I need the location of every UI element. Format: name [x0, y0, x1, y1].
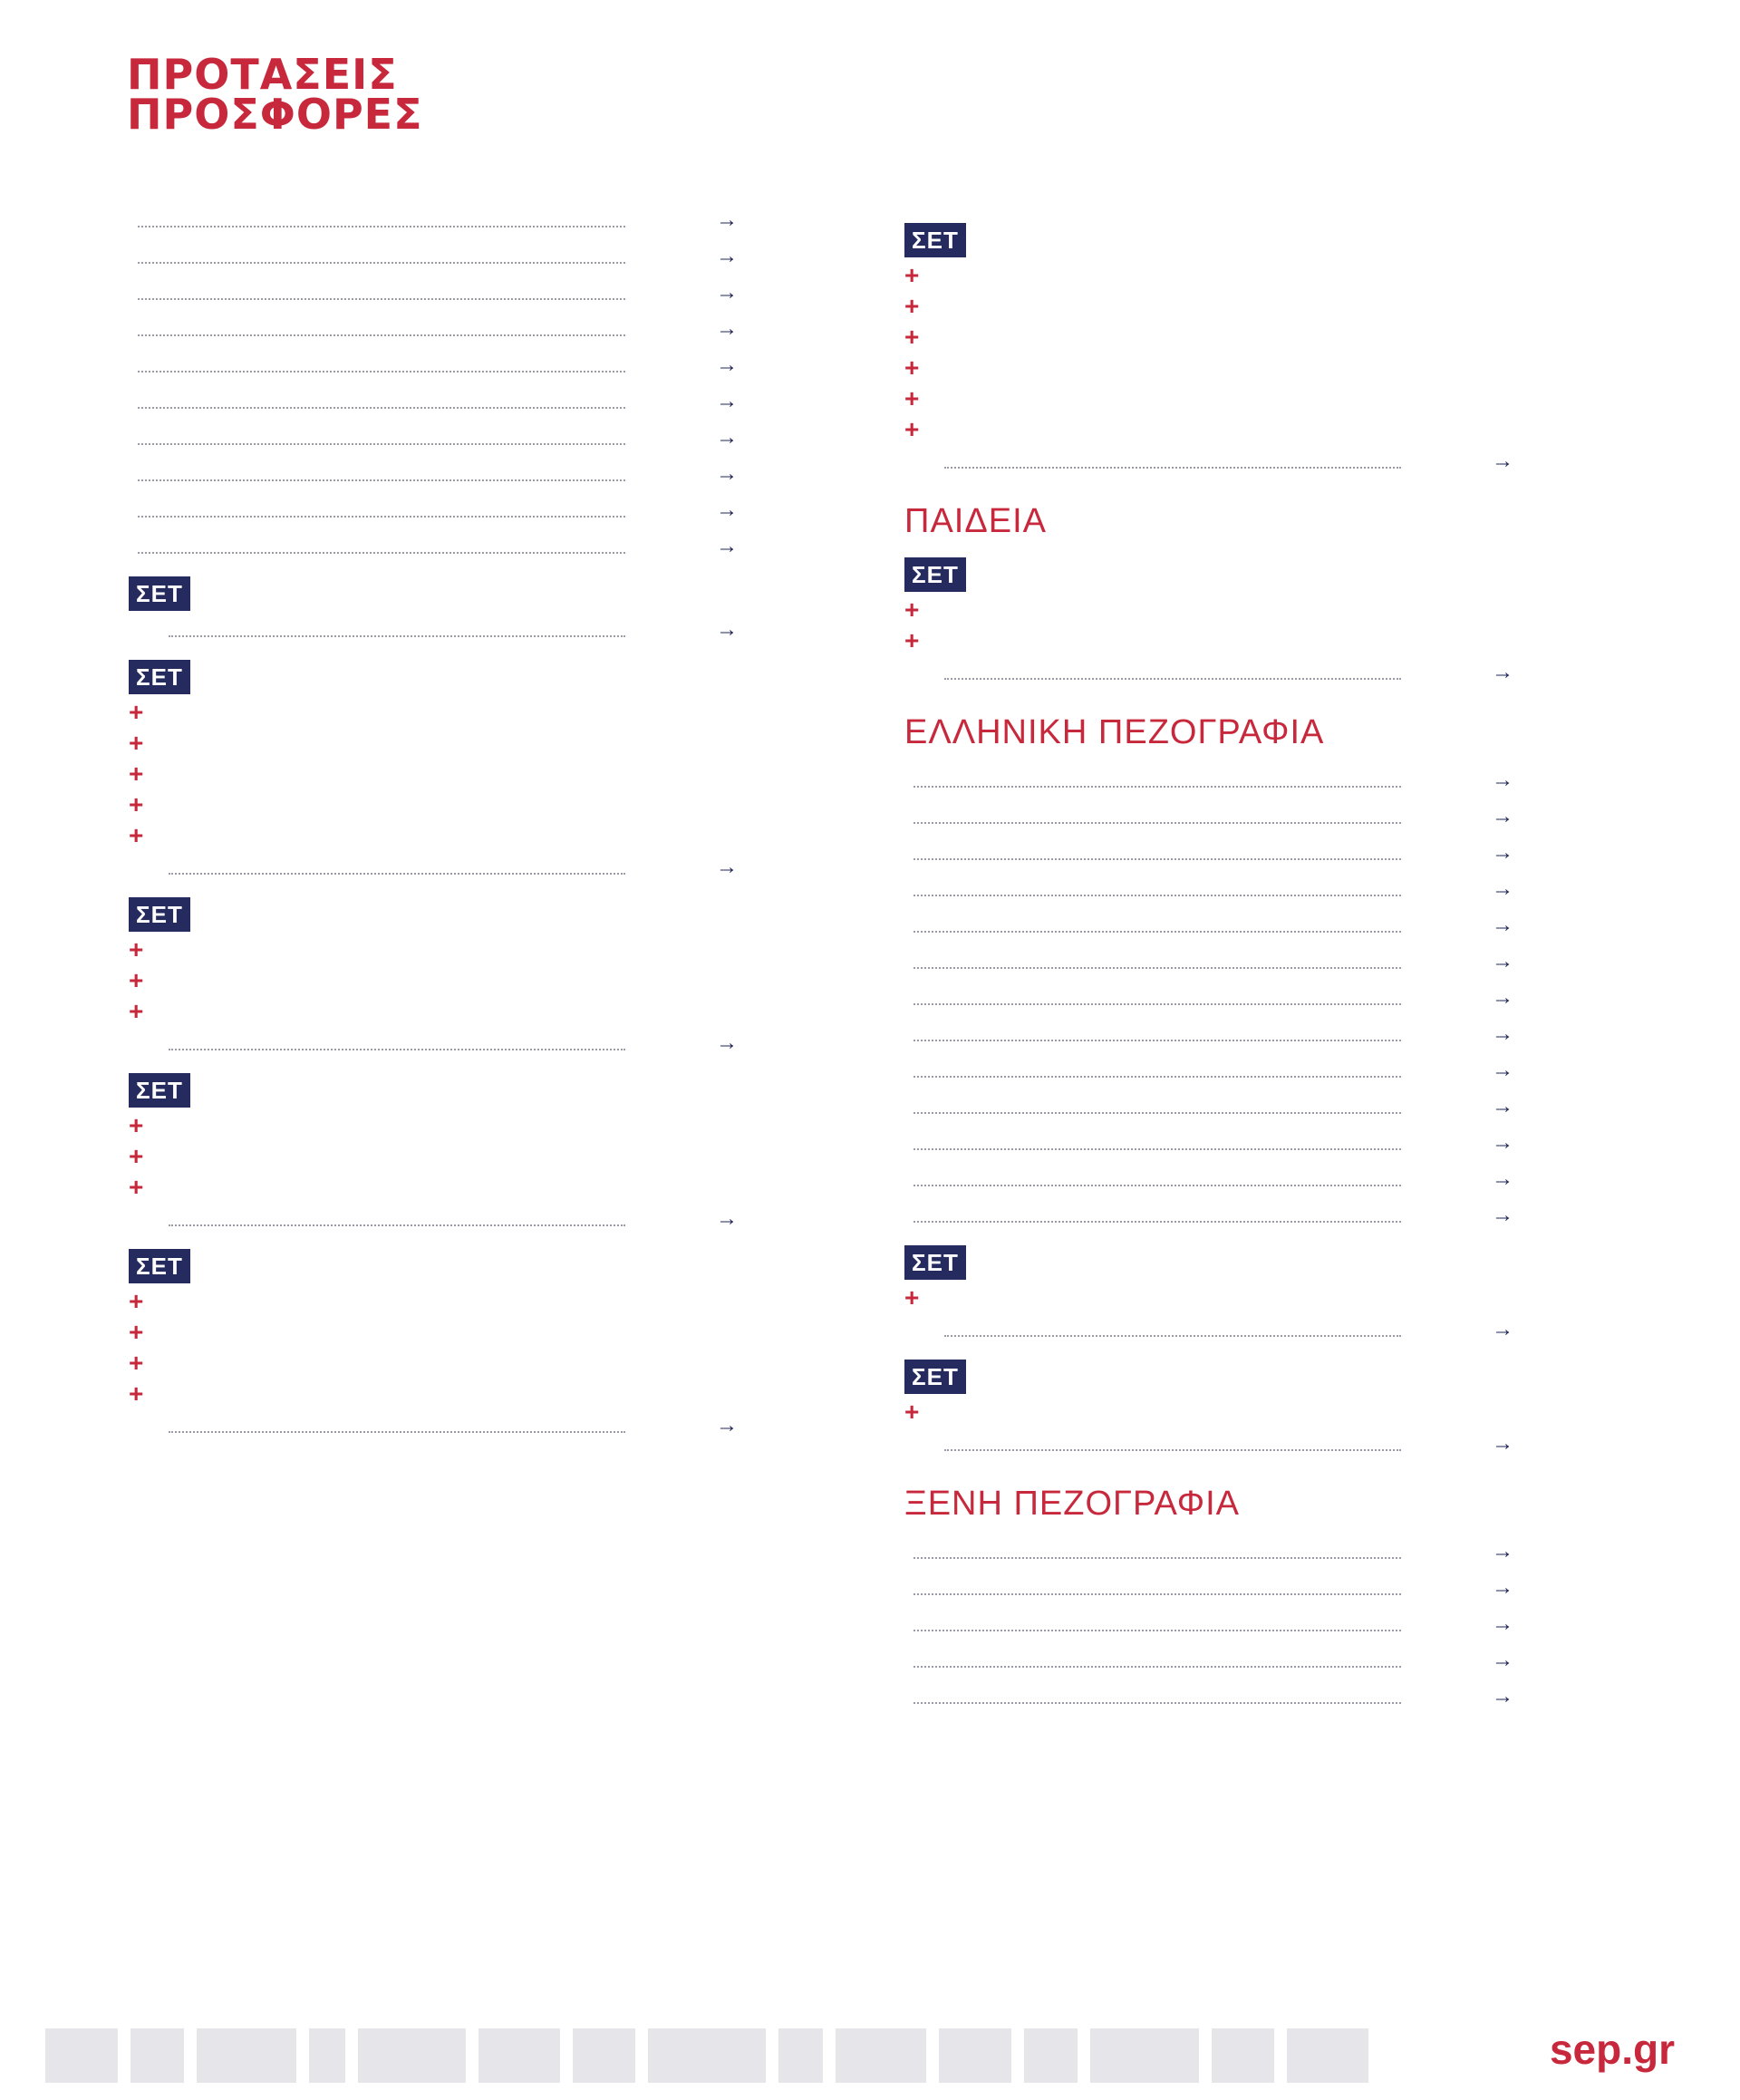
logo-line-2: ΠΡΟΣΦΟΡΕΣ	[127, 90, 423, 139]
leader-dots	[914, 1040, 1401, 1041]
leader-dots	[944, 678, 1401, 680]
plus-icon: +	[129, 1349, 144, 1377]
leader-dots	[914, 967, 1401, 969]
leader-dots	[914, 1185, 1401, 1186]
leader-dots	[914, 1702, 1401, 1704]
leader-dots	[914, 931, 1401, 933]
book-row[interactable]	[129, 497, 826, 524]
set-badge: ΣΕΤ	[904, 1245, 966, 1280]
leader-dots	[169, 1431, 625, 1433]
book-row[interactable]	[129, 460, 826, 488]
leader-dots	[138, 262, 625, 264]
set-block	[129, 897, 826, 1057]
book-row[interactable]	[129, 352, 826, 379]
set-header[interactable]	[904, 1245, 1602, 1280]
arrow-icon: →	[716, 617, 738, 642]
leader-dots	[138, 371, 625, 373]
set-block	[904, 223, 1602, 475]
set-header[interactable]	[904, 223, 1602, 257]
arrow-icon: →	[1492, 1611, 1513, 1636]
set-item	[129, 823, 826, 848]
arrow-icon: →	[716, 1413, 738, 1437]
set-item	[129, 999, 826, 1024]
book-row[interactable]	[904, 948, 1602, 975]
plus-icon: +	[129, 966, 144, 994]
arrow-icon: →	[716, 534, 738, 558]
arrow-icon: →	[1492, 949, 1513, 973]
set-item	[129, 761, 826, 787]
arrow-icon: →	[1492, 768, 1513, 792]
book-row[interactable]	[904, 1202, 1602, 1229]
arrow-icon: →	[716, 425, 738, 450]
set-header[interactable]	[904, 1360, 1602, 1394]
section-title: ΞΕΝΗ ΠΕΖΟΓΡΑΦΙΑ	[904, 1485, 1240, 1523]
set-item	[129, 792, 826, 818]
set-block	[129, 660, 826, 881]
set-item	[904, 597, 1602, 623]
set-price-row	[904, 1316, 1602, 1343]
plus-icon: +	[904, 323, 920, 351]
leader-dots	[138, 479, 625, 481]
leader-dots	[914, 1003, 1401, 1005]
leader-dots	[914, 1112, 1401, 1114]
book-row[interactable]	[904, 1611, 1602, 1638]
plus-icon: +	[904, 292, 920, 320]
arrow-icon: →	[1492, 840, 1513, 865]
plus-icon: +	[129, 1142, 144, 1170]
footer-book-strip	[45, 2028, 1368, 2083]
set-block	[904, 1360, 1602, 1457]
arrow-icon: →	[1492, 1539, 1513, 1563]
leader-dots	[914, 822, 1401, 824]
arrow-icon: →	[1492, 1058, 1513, 1082]
plus-icon: +	[904, 353, 920, 382]
set-item	[129, 968, 826, 993]
book-row[interactable]	[904, 1574, 1602, 1602]
book-row[interactable]	[904, 912, 1602, 939]
arrow-icon: →	[1492, 1130, 1513, 1155]
set-item	[904, 1399, 1602, 1425]
set-price-row	[129, 854, 826, 881]
set-price-row	[904, 448, 1602, 475]
set-block	[129, 1249, 826, 1439]
arrow-icon: →	[1492, 876, 1513, 901]
plus-icon: +	[904, 595, 920, 624]
set-block	[904, 1245, 1602, 1343]
left-column	[129, 207, 826, 1454]
set-block	[129, 576, 826, 644]
book-row[interactable]	[904, 1683, 1602, 1710]
set-item	[904, 355, 1602, 381]
leader-dots	[944, 467, 1401, 469]
book-row[interactable]	[904, 803, 1602, 830]
arrow-icon: →	[716, 855, 738, 879]
leader-dots	[138, 407, 625, 409]
arrow-icon: →	[716, 461, 738, 486]
set-price-row	[129, 1205, 826, 1233]
book-row[interactable]	[129, 533, 826, 560]
arrow-icon: →	[1492, 1094, 1513, 1118]
set-item	[904, 324, 1602, 350]
plus-icon: +	[904, 626, 920, 654]
set-block	[904, 557, 1602, 686]
set-badge: ΣΕΤ	[904, 1360, 966, 1394]
book-row[interactable]	[904, 984, 1602, 1011]
set-header[interactable]	[904, 557, 1602, 592]
set-item	[129, 1113, 826, 1138]
plus-icon: +	[904, 1283, 920, 1311]
plus-icon: +	[129, 821, 144, 849]
set-header[interactable]	[129, 1249, 826, 1283]
book-row[interactable]	[904, 1538, 1602, 1565]
set-price-row	[904, 1430, 1602, 1457]
footer-site-logo[interactable]: sep.gr	[1549, 2026, 1675, 2073]
set-price-row	[129, 616, 826, 644]
plus-icon: +	[129, 1111, 144, 1139]
set-badge: ΣΕΤ	[904, 223, 966, 257]
leader-dots	[914, 1076, 1401, 1078]
set-header[interactable]	[129, 1073, 826, 1108]
arrow-icon: →	[716, 280, 738, 305]
leader-dots	[138, 334, 625, 336]
leader-dots	[169, 635, 625, 637]
book-row[interactable]	[904, 839, 1602, 866]
leader-dots	[138, 552, 625, 554]
arrow-icon: →	[1492, 1684, 1513, 1708]
book-row[interactable]	[904, 1021, 1602, 1048]
leader-dots	[914, 786, 1401, 788]
arrow-icon: →	[1492, 1203, 1513, 1227]
set-item	[129, 1175, 826, 1200]
set-item	[904, 628, 1602, 653]
book-row[interactable]	[129, 315, 826, 343]
leader-dots	[914, 1593, 1401, 1595]
book-row[interactable]	[129, 207, 826, 234]
arrow-icon: →	[716, 389, 738, 413]
leader-dots	[169, 873, 625, 875]
set-price-row	[904, 659, 1602, 686]
set-item	[129, 1289, 826, 1314]
arrow-icon: →	[716, 353, 738, 377]
set-item	[129, 700, 826, 725]
book-row[interactable]	[904, 1057, 1602, 1084]
plus-icon: +	[904, 415, 920, 443]
plus-icon: +	[129, 729, 144, 757]
set-header[interactable]	[129, 660, 826, 694]
plus-icon: +	[129, 997, 144, 1025]
set-item	[904, 417, 1602, 442]
plus-icon: +	[129, 1287, 144, 1315]
set-badge: ΣΕΤ	[129, 660, 190, 694]
book-row[interactable]	[904, 1166, 1602, 1193]
set-badge: ΣΕΤ	[129, 897, 190, 932]
plus-icon: +	[904, 261, 920, 289]
set-item	[129, 1320, 826, 1345]
section-title: ΕΛΛΗΝΙΚΗ ΠΕΖΟΓΡΑΦΙΑ	[904, 713, 1325, 751]
book-row[interactable]	[904, 1129, 1602, 1156]
leader-dots	[138, 443, 625, 445]
arrow-icon: →	[1492, 1648, 1513, 1672]
set-block	[129, 1073, 826, 1233]
arrow-icon: →	[716, 1206, 738, 1231]
plus-icon: +	[129, 1173, 144, 1201]
arrow-icon: →	[1492, 660, 1513, 684]
book-row[interactable]	[129, 424, 826, 451]
leader-dots	[169, 1049, 625, 1050]
book-row[interactable]	[904, 767, 1602, 794]
leader-dots	[914, 858, 1401, 860]
set-price-row	[129, 1412, 826, 1439]
arrow-icon: →	[1492, 985, 1513, 1010]
plus-icon: +	[904, 1398, 920, 1426]
leader-dots	[944, 1335, 1401, 1337]
set-item	[904, 294, 1602, 319]
arrow-icon: →	[716, 208, 738, 232]
set-item	[129, 1381, 826, 1407]
set-badge: ΣΕΤ	[129, 576, 190, 611]
leader-dots	[914, 1666, 1401, 1668]
promo-logo	[127, 50, 423, 139]
set-badge: ΣΕΤ	[904, 557, 966, 592]
plus-icon: +	[904, 384, 920, 412]
leader-dots	[914, 1221, 1401, 1223]
book-row[interactable]	[904, 1093, 1602, 1120]
book-row[interactable]	[129, 279, 826, 306]
plus-icon: +	[129, 1379, 144, 1408]
set-item	[904, 263, 1602, 288]
leader-dots	[944, 1449, 1401, 1451]
plus-icon: +	[129, 1318, 144, 1346]
set-header[interactable]	[129, 576, 826, 611]
set-price-row	[129, 1030, 826, 1057]
book-row[interactable]	[904, 1647, 1602, 1674]
set-item	[129, 1350, 826, 1376]
right-column	[904, 207, 1602, 1719]
set-badge: ΣΕΤ	[129, 1249, 190, 1283]
arrow-icon: →	[716, 1031, 738, 1055]
leader-dots	[138, 516, 625, 518]
arrow-icon: →	[1492, 1021, 1513, 1046]
arrow-icon: →	[1492, 449, 1513, 473]
plus-icon: +	[129, 935, 144, 963]
leader-dots	[138, 298, 625, 300]
leader-dots	[914, 1148, 1401, 1150]
arrow-icon: →	[716, 316, 738, 341]
arrow-icon: →	[1492, 1575, 1513, 1600]
set-item	[129, 1144, 826, 1169]
set-item	[129, 937, 826, 963]
logo-line-1: ΠΡΟΤΑΣΕΙΣ	[127, 50, 398, 99]
set-item	[904, 386, 1602, 411]
book-row[interactable]	[129, 243, 826, 270]
leader-dots	[169, 1224, 625, 1226]
arrow-icon: →	[1492, 1317, 1513, 1341]
leader-dots	[138, 226, 625, 227]
arrow-icon: →	[1492, 1431, 1513, 1456]
book-row[interactable]	[129, 388, 826, 415]
section-title: ΠΑΙΔΕΙΑ	[904, 502, 1047, 540]
set-item	[129, 731, 826, 756]
arrow-icon: →	[1492, 1166, 1513, 1191]
arrow-icon: →	[1492, 804, 1513, 828]
plus-icon: +	[129, 698, 144, 726]
plus-icon: +	[129, 790, 144, 818]
plus-icon: +	[129, 760, 144, 788]
arrow-icon: →	[1492, 913, 1513, 937]
leader-dots	[914, 1557, 1401, 1559]
book-row[interactable]	[904, 876, 1602, 903]
leader-dots	[914, 895, 1401, 896]
set-item	[904, 1285, 1602, 1311]
set-badge: ΣΕΤ	[129, 1073, 190, 1108]
set-header[interactable]	[129, 897, 826, 932]
leader-dots	[914, 1630, 1401, 1631]
arrow-icon: →	[716, 244, 738, 268]
arrow-icon: →	[716, 498, 738, 522]
